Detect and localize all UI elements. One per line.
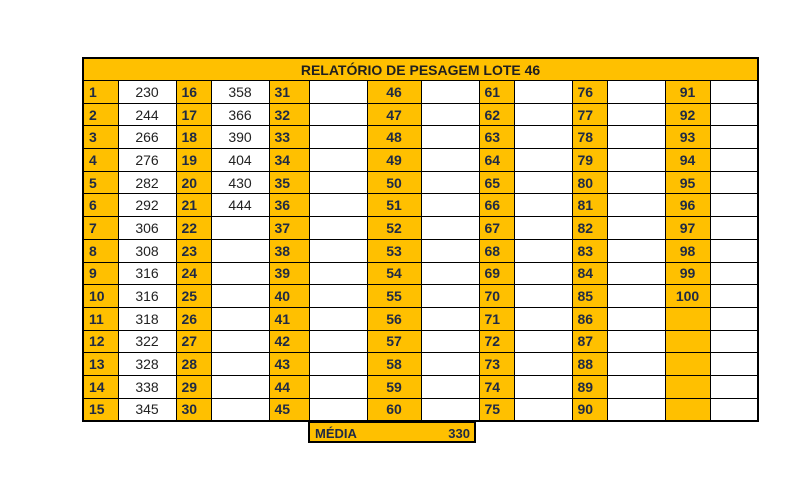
item-weight-79: [607, 149, 665, 172]
empty-cell: [710, 353, 758, 376]
average-label: MÉDIA: [315, 426, 357, 441]
item-weight-92: [710, 103, 758, 126]
item-weight-28: [211, 353, 269, 376]
item-number-10: 10: [83, 285, 118, 308]
item-number-26: 26: [176, 307, 211, 330]
item-number-14: 14: [83, 375, 118, 398]
item-weight-55: [421, 285, 479, 308]
item-number-23: 23: [176, 239, 211, 262]
item-weight-33: [309, 126, 367, 149]
item-number-74: 74: [479, 375, 514, 398]
item-number-77: 77: [572, 103, 607, 126]
table-row: [83, 149, 758, 172]
item-number-86: 86: [572, 307, 607, 330]
item-number-50: 50: [367, 171, 421, 194]
item-weight-23: [211, 239, 269, 262]
item-number-49: 49: [367, 149, 421, 172]
item-number-35: 35: [269, 171, 309, 194]
item-number-51: 51: [367, 194, 421, 217]
item-number-64: 64: [479, 149, 514, 172]
item-weight-29: [211, 375, 269, 398]
empty-cell: [710, 398, 758, 421]
item-weight-86: [607, 307, 665, 330]
item-number-90: 90: [572, 398, 607, 421]
item-number-60: 60: [367, 398, 421, 421]
item-number-73: 73: [479, 353, 514, 376]
item-weight-77: [607, 103, 665, 126]
item-number-5: 5: [83, 171, 118, 194]
item-weight-9: 316: [118, 262, 176, 285]
item-weight-66: [514, 194, 572, 217]
item-number-27: 27: [176, 330, 211, 353]
item-number-98: 98: [665, 239, 710, 262]
empty-cell: [665, 375, 710, 398]
item-weight-99: [710, 262, 758, 285]
empty-cell: [665, 330, 710, 353]
item-weight-69: [514, 262, 572, 285]
item-weight-50: [421, 171, 479, 194]
item-weight-94: [710, 149, 758, 172]
item-number-93: 93: [665, 126, 710, 149]
item-number-66: 66: [479, 194, 514, 217]
table-row: [83, 375, 758, 398]
item-number-12: 12: [83, 330, 118, 353]
item-number-32: 32: [269, 103, 309, 126]
item-number-30: 30: [176, 398, 211, 421]
item-number-54: 54: [367, 262, 421, 285]
item-number-28: 28: [176, 353, 211, 376]
item-weight-25: [211, 285, 269, 308]
item-weight-85: [607, 285, 665, 308]
average-box: [308, 422, 476, 443]
item-number-76: 76: [572, 81, 607, 104]
item-number-11: 11: [83, 307, 118, 330]
item-weight-38: [309, 239, 367, 262]
item-weight-44: [309, 375, 367, 398]
item-number-21: 21: [176, 194, 211, 217]
item-weight-80: [607, 171, 665, 194]
item-weight-65: [514, 171, 572, 194]
item-weight-12: 322: [118, 330, 176, 353]
item-number-46: 46: [367, 81, 421, 104]
item-number-18: 18: [176, 126, 211, 149]
item-number-19: 19: [176, 149, 211, 172]
item-number-13: 13: [83, 353, 118, 376]
item-number-52: 52: [367, 217, 421, 240]
item-weight-71: [514, 307, 572, 330]
item-number-79: 79: [572, 149, 607, 172]
item-number-63: 63: [479, 126, 514, 149]
item-number-36: 36: [269, 194, 309, 217]
item-number-89: 89: [572, 375, 607, 398]
item-number-100: 100: [665, 285, 710, 308]
item-number-3: 3: [83, 126, 118, 149]
item-weight-36: [309, 194, 367, 217]
item-weight-8: 308: [118, 239, 176, 262]
table-row: [83, 103, 758, 126]
item-weight-58: [421, 353, 479, 376]
item-number-72: 72: [479, 330, 514, 353]
item-weight-68: [514, 239, 572, 262]
item-weight-57: [421, 330, 479, 353]
item-number-40: 40: [269, 285, 309, 308]
item-number-22: 22: [176, 217, 211, 240]
item-weight-53: [421, 239, 479, 262]
item-weight-81: [607, 194, 665, 217]
item-weight-87: [607, 330, 665, 353]
item-weight-7: 306: [118, 217, 176, 240]
item-number-34: 34: [269, 149, 309, 172]
item-weight-48: [421, 126, 479, 149]
item-weight-95: [710, 171, 758, 194]
item-weight-18: 390: [211, 126, 269, 149]
average-value: 330: [448, 426, 470, 441]
item-weight-93: [710, 126, 758, 149]
table-row: [83, 217, 758, 240]
item-weight-47: [421, 103, 479, 126]
item-weight-54: [421, 262, 479, 285]
item-weight-91: [710, 81, 758, 104]
item-number-16: 16: [176, 81, 211, 104]
item-number-67: 67: [479, 217, 514, 240]
item-weight-10: 316: [118, 285, 176, 308]
item-number-44: 44: [269, 375, 309, 398]
item-weight-59: [421, 375, 479, 398]
item-number-80: 80: [572, 171, 607, 194]
table-row: [83, 171, 758, 194]
empty-cell: [665, 353, 710, 376]
item-weight-72: [514, 330, 572, 353]
item-number-68: 68: [479, 239, 514, 262]
item-weight-16: 358: [211, 81, 269, 104]
item-number-78: 78: [572, 126, 607, 149]
item-number-85: 85: [572, 285, 607, 308]
item-number-38: 38: [269, 239, 309, 262]
item-number-29: 29: [176, 375, 211, 398]
item-weight-13: 328: [118, 353, 176, 376]
item-weight-24: [211, 262, 269, 285]
item-weight-30: [211, 398, 269, 421]
item-weight-97: [710, 217, 758, 240]
item-weight-84: [607, 262, 665, 285]
item-number-48: 48: [367, 126, 421, 149]
table-row: [83, 398, 758, 421]
item-number-65: 65: [479, 171, 514, 194]
item-weight-100: [710, 285, 758, 308]
item-number-25: 25: [176, 285, 211, 308]
table-row: [83, 81, 758, 104]
empty-cell: [710, 307, 758, 330]
item-number-84: 84: [572, 262, 607, 285]
item-weight-63: [514, 126, 572, 149]
item-weight-56: [421, 307, 479, 330]
item-weight-88: [607, 353, 665, 376]
item-weight-35: [309, 171, 367, 194]
item-weight-32: [309, 103, 367, 126]
item-weight-78: [607, 126, 665, 149]
item-weight-15: 345: [118, 398, 176, 421]
item-weight-60: [421, 398, 479, 421]
item-number-92: 92: [665, 103, 710, 126]
item-weight-76: [607, 81, 665, 104]
item-weight-74: [514, 375, 572, 398]
item-number-9: 9: [83, 262, 118, 285]
item-weight-22: [211, 217, 269, 240]
item-number-20: 20: [176, 171, 211, 194]
item-weight-98: [710, 239, 758, 262]
report-title: RELATÓRIO DE PESAGEM LOTE 46: [83, 58, 758, 81]
item-number-4: 4: [83, 149, 118, 172]
table-row: [83, 285, 758, 308]
item-weight-73: [514, 353, 572, 376]
item-weight-31: [309, 81, 367, 104]
item-weight-62: [514, 103, 572, 126]
table-row: [83, 239, 758, 262]
item-weight-89: [607, 375, 665, 398]
item-weight-49: [421, 149, 479, 172]
item-weight-4: 276: [118, 149, 176, 172]
empty-cell: [665, 307, 710, 330]
item-number-96: 96: [665, 194, 710, 217]
item-weight-6: 292: [118, 194, 176, 217]
item-number-24: 24: [176, 262, 211, 285]
item-weight-70: [514, 285, 572, 308]
item-number-69: 69: [479, 262, 514, 285]
item-number-82: 82: [572, 217, 607, 240]
item-number-2: 2: [83, 103, 118, 126]
table-row: [83, 307, 758, 330]
item-number-8: 8: [83, 239, 118, 262]
item-weight-37: [309, 217, 367, 240]
item-number-94: 94: [665, 149, 710, 172]
item-weight-43: [309, 353, 367, 376]
item-weight-52: [421, 217, 479, 240]
empty-cell: [710, 330, 758, 353]
item-weight-82: [607, 217, 665, 240]
weighing-report-table: [82, 57, 759, 422]
item-number-81: 81: [572, 194, 607, 217]
item-number-97: 97: [665, 217, 710, 240]
item-number-88: 88: [572, 353, 607, 376]
item-number-58: 58: [367, 353, 421, 376]
item-weight-5: 282: [118, 171, 176, 194]
item-weight-42: [309, 330, 367, 353]
item-weight-64: [514, 149, 572, 172]
table-row: [83, 194, 758, 217]
item-weight-26: [211, 307, 269, 330]
item-weight-67: [514, 217, 572, 240]
item-weight-11: 318: [118, 307, 176, 330]
item-number-71: 71: [479, 307, 514, 330]
item-weight-83: [607, 239, 665, 262]
item-weight-17: 366: [211, 103, 269, 126]
item-number-33: 33: [269, 126, 309, 149]
item-number-70: 70: [479, 285, 514, 308]
item-number-62: 62: [479, 103, 514, 126]
item-number-31: 31: [269, 81, 309, 104]
item-weight-14: 338: [118, 375, 176, 398]
item-number-47: 47: [367, 103, 421, 126]
item-weight-41: [309, 307, 367, 330]
item-weight-96: [710, 194, 758, 217]
item-weight-39: [309, 262, 367, 285]
item-weight-46: [421, 81, 479, 104]
item-number-75: 75: [479, 398, 514, 421]
item-weight-75: [514, 398, 572, 421]
item-number-56: 56: [367, 307, 421, 330]
item-number-61: 61: [479, 81, 514, 104]
empty-cell: [665, 398, 710, 421]
item-number-87: 87: [572, 330, 607, 353]
item-number-59: 59: [367, 375, 421, 398]
item-weight-3: 266: [118, 126, 176, 149]
item-weight-20: 430: [211, 171, 269, 194]
item-weight-19: 404: [211, 149, 269, 172]
item-weight-40: [309, 285, 367, 308]
item-number-95: 95: [665, 171, 710, 194]
item-number-83: 83: [572, 239, 607, 262]
item-number-91: 91: [665, 81, 710, 104]
table-row: [83, 353, 758, 376]
item-number-43: 43: [269, 353, 309, 376]
item-weight-34: [309, 149, 367, 172]
item-number-57: 57: [367, 330, 421, 353]
table-row: [83, 330, 758, 353]
item-number-39: 39: [269, 262, 309, 285]
item-number-15: 15: [83, 398, 118, 421]
item-number-99: 99: [665, 262, 710, 285]
item-number-17: 17: [176, 103, 211, 126]
item-number-7: 7: [83, 217, 118, 240]
item-weight-27: [211, 330, 269, 353]
item-number-6: 6: [83, 194, 118, 217]
item-number-37: 37: [269, 217, 309, 240]
empty-cell: [710, 375, 758, 398]
item-number-41: 41: [269, 307, 309, 330]
item-weight-45: [309, 398, 367, 421]
item-weight-61: [514, 81, 572, 104]
item-weight-2: 244: [118, 103, 176, 126]
table-row: [83, 262, 758, 285]
table-row: [83, 126, 758, 149]
item-number-55: 55: [367, 285, 421, 308]
item-weight-90: [607, 398, 665, 421]
item-weight-1: 230: [118, 81, 176, 104]
item-number-42: 42: [269, 330, 309, 353]
item-number-45: 45: [269, 398, 309, 421]
item-weight-51: [421, 194, 479, 217]
item-number-53: 53: [367, 239, 421, 262]
item-number-1: 1: [83, 81, 118, 104]
item-weight-21: 444: [211, 194, 269, 217]
